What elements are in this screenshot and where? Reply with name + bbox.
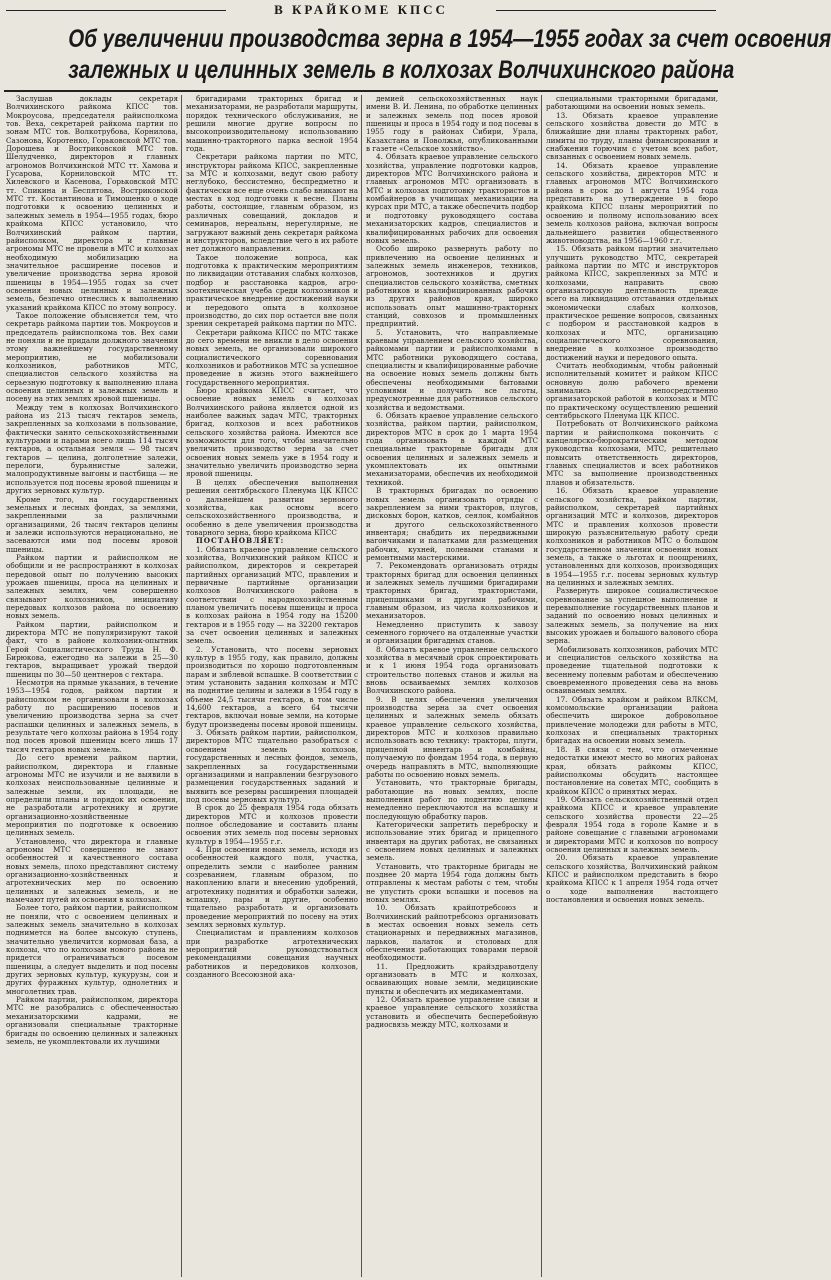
paragraph: 7. Рекомендовать организовать отряды тракторных бригад для освоения целинных и залежных земель лучшими бригадирами тракторных бригад, трактористами, прицепщиками и другими рабочими, главным образом, из числа колхозников и механизаторов. bbox=[366, 561, 538, 621]
paragraph: Установить, что тракторные бригады не позднее 20 марта 1954 года должны быть отправлены к местам работы с тем, чтобы не упустить сроки вспашки и посевов на новых землях. bbox=[366, 861, 538, 904]
paragraph: 12. Обязать краевое управление связи и краевое управление сельского хозяйства установить и обеспечить бесперебойную радиосвязь между МТС, колхозами и bbox=[366, 995, 538, 1030]
paragraph: Райком партии, райисполком, директора МТС не разобрались с обеспеченностью механизаторскими кадрами, не организовали специальные тракторные бригады по освоению целинных и залежных земель, не укомплектовали их лучшими bbox=[6, 995, 178, 1046]
text-column-3 bbox=[366, 95, 542, 1277]
paragraph: 1. Обязать краевое управление сельского хозяйства, Волчихинский райком КПСС и райисполком, директоров и секретарей партийных организаций МТС, правления и первичные партийные организации колхозов Волчихинского района в соответствии с народнохозяйственным планом увеличить посевы пшеницы и проса в колхозах района в 1954 году на 15200 гектаров и в 1955 году — на 32200 гектаров за счет освоения целинных и залежных земель. bbox=[186, 544, 358, 646]
paragraph: 4. Обязать краевое управление сельского хозяйства, управление подготовки кадров, директоров МТС Волчихинского района и главных агрономов МТС организовать в МТС и колхозах подготовку трактористов и комбайнеров в училищах механизации на курсах при МТС, а также обеспечить подбор и подготовку руководящего состава механизаторских кадров, специалистов и квалифицированных рабочих для освоения новых земель. bbox=[366, 152, 538, 245]
paragraph: 17. Обязать крайком и райком ВЛКСМ, комсомольские организации района обеспечить широкое добровольное привлечение молодежи для работы в МТС, колхозах и специальных тракторных бригадах на освоении новых земель. bbox=[546, 694, 718, 746]
paragraph: Установлено, что директора и главные агрономы МТС совершенно не знают особенностей и качественного состава новых земель, плохо представляют систему организационно-хозяйственных и агротехнических мер по освоению целинных и залежных земель, и не намечают путей их освоения в колхозах. bbox=[6, 836, 178, 904]
paragraph: Категорически запретить переброску и использование этих бригад и прицепного инвентаря на других работах, не связанных с освоением новых целинных и залежных земель. bbox=[366, 819, 538, 863]
paragraph: 20. Обязать краевое управление сельского хозяйства, Волчихинский райком КПСС и райисполком представить в бюро крайкома КПСС к 1 апреля 1954 года отчет о ходе выполнения настоящего постановления и освоения новых земель. bbox=[546, 853, 718, 904]
paragraph: бригадирами тракторных бригад и механизаторами, не разработали маршруты, порядок технического обслуживания, не решили многие другие вопросы по высокопроизводительному использованию машинно-тракторного парка весной 1954 года. bbox=[186, 94, 358, 154]
rubric-rule-right bbox=[496, 10, 716, 11]
headline-line-1: Об увеличении производства зерна в 1954—1955 годах за счет освоения bbox=[68, 25, 831, 53]
resolution-heading: ПОСТАНОВЛЯЕТ: bbox=[196, 536, 285, 546]
paragraph: 4. При освоении новых земель, исходя из особенностей каждого поля, участка, определить земли с наиболее ранним созреванием, главным образом, по накоплению влаги и внесению удобрений, агротехнику поднятия и обработки залежи, вспашку, пары и другие, особенно тщательно разработать и организовать проведение мероприятий по посеву на этих землях зерновых культур. bbox=[186, 844, 358, 930]
paragraph: Такое положение объясняется тем, что секретарь райкома партии тов. Мокроусов и председатель райисполкома тов. Вех сами не поняли и не придали должного значения этому важнейшему государственному мероприятию, не мобилизовали колхозников, работников МТС, специалистов сельского хозяйства на серьезную подготовку к выполнению плана освоения целинных и залежных земель и посеву на этих землях яровой пшеницы. bbox=[6, 310, 178, 404]
article-headline bbox=[68, 24, 831, 86]
paragraph: Считать необходимым, чтобы районный исполнительный комитет и райком КПСС основную долю рабочего времени занимались непосредственно организаторской работой в колхозах и МТС по практическому осуществлению решений сентябрьского Пленума ЦК КПСС. bbox=[546, 361, 718, 421]
paragraph: Особо широко развернуть работу по привлечению на освоение целинных и залежных земель инженеров, техников, агрономов, зоотехников и других специалистов сельского хозяйства, сметных работников и квалифицированных рабочих из других районов края, широко использовать опыт машинно-тракторных станций, совхозов и промышленных предприятий. bbox=[366, 244, 538, 329]
paragraph: Потребовать от Волчихинского райкома партии и райисполкома покончить с канцелярско-бюрократическим методом руководства колхозами, МТС, решительно повысить ответственность директоров, главных специалистов и всех работников МТС за выполнение производственных планов и обязательств. bbox=[546, 419, 718, 487]
paragraph: Развернуть широкое социалистическое соревнование за успешное выполнение и перевыполнение государственных планов и заданий по освоению новых целинных и залежных земель, за получение на них высоких урожаев и большого валового сбора зерна. bbox=[546, 586, 718, 646]
paragraph: 11. Предложить крайздравотделу организовать в МТС и колхозах, осваивающих новые земли, медицинские пункты и обеспечить их медикаментами. bbox=[366, 961, 538, 996]
article-body bbox=[6, 95, 718, 1277]
paragraph: Такое положение вопроса, как подготовка к практическим мероприятиям по ликвидации отставания слабых колхозов, подбор и расстановка кадров, агро-зоотехническая учеба среди колхозников и практическое внедрение достижений науки и передового опыта в колхозное производство, до сих пор остается вне поля зрения секретарей райкома партии по МТС. bbox=[186, 252, 358, 329]
paragraph: Несмотря на прямые указания, в течение 1953—1954 годов, райком партии и райисполком не организовали в колхозах работу по расширению посевов и увеличению производства зерна за счет распашки целинных и залежных земель, в результате чего колхозы района в 1954 году под посев яровой пшеницы всего лишь 17 тысяч гектаров новых земель. bbox=[6, 678, 178, 754]
paragraph: Немедленно приступить к завозу семенного горючего на отдаленные участки и организации бригадных станов. bbox=[366, 619, 538, 646]
paragraph: Более того, райком партии, райисполком не поняли, что с освоением целинных и залежных земель значительно в колхозах поднимется на более высокую ступень, значительно увеличится кормовая база, а колхозы, что по колхозам нового района не придется ограничиваться посевом пшеницы, а следует выделить и под посевы других зерновых культур, кукурузы, сои и других фуражных культур, однолетних и многолетних трав. bbox=[6, 903, 178, 996]
paragraph: 9. В целях обеспечения увеличения производства зерна за счет освоения целинных и залежных земель обязать краевое управление сельского хозяйства, директоров МТС и колхозов правильно использовать всю технику: тракторы, плуги, прицепной инвентарь и комбайны, получаемую по фондам 1954 года, в первую очередь направлять в МТС, выполняющие работы по освоению новых земель. bbox=[366, 694, 538, 779]
text-column-1 bbox=[6, 95, 182, 1277]
paragraph: 3. Обязать райком партии, райисполком, директоров МТС тщательно разобраться с освоением земель колхозов, государственных и лесных фондов, земель, закрепленных за государственными организациями и направлении безгрузового размещения государственных заданий и выявить все резервы расширения площадей под посевы зерновых культур. bbox=[186, 728, 358, 804]
headline-line-2: залежных и целинных земель в колхозах Волчихинского района bbox=[68, 56, 735, 84]
paragraph: Между тем в колхозах Волчихинского района из 213 тысяч гектаров земель, закрепленных за колхозами в пользование, фактически занято сельскохозяйственными культурами и парами всего лишь 114 тысяч гектаров, а остальная земля — 98 тысяч гектаров — целина, долголетние залежи, перелоги, бурьянистые залежи, малопродуктивные выгоны и пастбища — не используется под посевы яровой пшеницы и других зерновых культур. bbox=[6, 402, 178, 496]
text-column-2 bbox=[186, 95, 362, 1277]
paragraph: 14. Обязать краевое управление сельского хозяйства, директоров МТС и главных агрономов МТС Волчихинского района в срок до 1 августа 1954 года представить на утверждение в бюро крайкома КПСС планы мероприятий по освоению и полному использованию всех земель колхозов района, включая вопросы дальнейшего развития общественного животноводства, на 1956—1960 г.г. bbox=[546, 160, 718, 245]
paragraph: 15. Обязать райком партии значительно улучшить руководство МТС, секретарей райкома партии по МТС и инструкторов райкома КПСС, закрепленных за МТС и колхозами, направить свою организаторскую деятельность прежде всего на ликвидацию отставания отдельных экономически слабых колхозов, практическое решение вопросов, связанных с подбором и расстановкой кадров в колхозах и МТС, организацию социалистического соревнования, внедрение в колхозное производство достижений науки и передового опыта. bbox=[546, 244, 718, 362]
paragraph: специальными тракторными бригадами, работающими на освоении новых земель. bbox=[546, 94, 718, 112]
paragraph: В срок до 25 февраля 1954 года обязать директоров МТС и колхозов провести полное обследование и составить планы освоения этих земель под посевы зерновых культур в 1954—1955 г.г. bbox=[186, 803, 358, 846]
paragraph: Заслушав доклады секретаря Волчихинского райкома КПСС тов. Мокроусова, председателя райисполкома тов. Веха, секретарей райкома партии по зонам МТС тов. Волкотрубова, Корнилова, Сазонова, Коротенко, Горьковской МТС тов. Дорошева и Востриковской МТС тов. Шелудченко, директоров и главных агрономов Волчихинской МТС тт. Хамова и Гусарова, Корниловской МТС тт. Хилевского и Касенова, Горьковской МТС тт. Спикина и Беспятова, Востриковской МТС тт. Костантинова и Тимошенко о ходе подготовки к освоению целинных и залежных земель в 1954—1955 годах, бюро крайкома КПСС установило, что Волчихинский райком партии, райисполком, директора и главные агрономы МТС не провели в МТС и колхозах необходимую мобилизацию на значительное расширение посевов и увеличение производства зерна яровой пшеницы в 1954—1955 годах за счет освоения новых целинных и залежных земель, безпечно отнеслись к выполнению указаний крайкома КПСС по этому вопросу. bbox=[6, 94, 178, 312]
paragraph: Мобилизовать колхозников, рабочих МТС и специалистов сельского хозяйства на проведение тщательной подготовки к весеннему полевым работам и обеспечению своевременного проведения сева на вновь осваиваемых землях. bbox=[546, 644, 718, 696]
paragraph: Райком партии, райисполком и директора МТС не популяризируют такой факт, что в районе колхозник-опытник Герой Социалистического Труда Н. Ф. Бирюкова, ежегодно на залежи в 25—30 гектаров, выращивает урожай твердой пшеницы по 30—50 центнеров с гектара. bbox=[6, 619, 178, 679]
text-column-4 bbox=[546, 95, 718, 1277]
paragraph: В тракторных бригадах по освоению новых земель организовать отряды с закреплением за ними тракторов, плугов, дисковых борон, катков, сеялок, комбайнов и другого сельскохозяйственного инвентаря; снабдить их передвижными вагончиками и палатками для размещения рабочих, кухней, полевыми станами и ремонтными мастерскими. bbox=[366, 486, 538, 562]
paragraph: Установить, что тракторные бригады, работающие на новых землях, после выполнения работ по поднятию целины немедленно переключаются на вспашку и последующую обработку паров. bbox=[366, 778, 538, 821]
paragraph: 8. Обязать краевое управление сельского хозяйства в месячный срок спроектировать и к 1 июня 1954 года организовать строительство полевых станов и жилья на вновь осваиваемых землях колхозов Волчихинского района. bbox=[366, 644, 538, 696]
paragraph: Райком партии и райисполком не обобщили и не распространяют в колхозах передовой опыт по получению высоких урожаев пшеницы, проса на целинных и залежных землях, чем совершенно связывают колхозников, инициативу передовых колхозов района по освоению новых земель. bbox=[6, 552, 178, 621]
paragraph: До сего времени райком партии, райисполком, директора и главные агрономы МТС не изучили и не выявили в колхозах неиспользованные целинные и залежные земли, их площади, не определили планы и порядок их освоения, не разработали агротехнику и другие организационно-хозяйственные мероприятия по подготовке к освоению целинных земель. bbox=[6, 753, 178, 838]
paragraph: демией сельскохозяйственных наук имени В. И. Ленина, по обработке целинных и залежных земель под посев яровой пшеницы и проса в 1954 году и под посевы в 1955 году в районах Сибири, Урала, Казахстана и Поволжья, опубликованными в газете «Сельское хозяйство». bbox=[366, 94, 538, 154]
section-rubric: В КРАЙКОМЕ КПСС bbox=[274, 2, 448, 17]
paragraph: 2. Установить, что посевы зерновых культур в 1955 году, как правило, должны производиться по хорошо подготовленным парам и зяблевой вспашке. В соответствии с этим установить задания колхозам и МТС на поднятие целины и залежи в 1954 году в объеме 24,5 тысячи гектаров, в том числе 14,600 гектаров, а всего 64 тысячи гектаров, включая новые земли, на которые будут произведены посевы яровой пшеницы. bbox=[186, 644, 358, 729]
paragraph: Бюро крайкома КПСС считает, что освоение новых земель в колхозах Волчихинского района является одной из наиболее важных задач МТС, тракторных бригад, колхозов и всех работников сельского хозяйства района. Имеются все возможности для того, чтобы значительно увеличить производство зерна за счет освоения новых земель уже в 1954 году и значительно увеличить производство зерна яровой пшеницы. bbox=[186, 386, 358, 479]
paragraph: 19. Обязать сельскохозяйственный отдел крайкома КПСС и краевое управление сельского хозяйства провести 22—25 февраля 1954 года в гороле Камне и в районе совещание с главными агрономами и директорами МТС и колхозов по вопросу освоения целинных и залежных земель. bbox=[546, 794, 718, 854]
paragraph: 13. Обязать краевое управление сельского хозяйства довести до МТС в ближайшие дни планы тракторных работ, лимиты по труду, планы финансирования и снабжения горючим с учетом всех работ, связанных с освоением новых земель. bbox=[546, 110, 718, 162]
paragraph: Кроме того, на государственных земельных и лесных фондах, за землями, закрепленными за различными организациями, 26 тысяч гектаров целины и залежи используются нерационально, не засеваются ими под посевы яровой пшеницы. bbox=[6, 494, 178, 554]
paragraph: Специалистам и правлениям колхозов при разработке агротехнических мероприятий руководствоваться рекомендациями совещания научных работников и передовиков колхозов, созданного Всесоюзной ака- bbox=[186, 928, 358, 980]
paragraph: Секретари райкома партии по МТС, инструкторы райкома КПСС, закрепленные за МТС и колхозами, ведут свою работу неглубоко, бессистемно, беспредметно и фактически все еще очень слабо вникают на местах в ход подготовки к весне. Планы работы, состоящие, главным образом, из различных совещаний, докладов и семинаров, нереальны, нерегулярные, не загружают важный день секретаря райкома и инструкторов, вследствие чего в их работе нет должного направления. bbox=[186, 152, 358, 254]
paragraph: Секретари райкома КПСС по МТС также до сего времени не вникли в дело освоения новых земель, не организовали широкого социалистического соревнования колхозников и работников МТС за успешное проведение в жизнь этого важнейшего государственного мероприятия. bbox=[186, 327, 358, 387]
headline-rule bbox=[4, 90, 718, 92]
paragraph: 5. Установить, что направляемые краевым управлением сельского хозяйства, райкомами партии и райисполкомами в МТС работники руководящего состава, специалисты и квалифицированные рабочие на освоение новых земель должны быть обеспечены необходимыми бытовыми условиями и получить все льготы, предусмотренные для работников сельского хозяйства и ведомствами. bbox=[366, 327, 538, 412]
paragraph: 10. Обязать крайпотребсоюз и Волчихинский райпотребсоюз организовать в местах освоения новых земель сеть стационарных и передвижных магазинов, ларьков, палаток и столовых для обеспечения работающих товарами первой необходимости. bbox=[366, 903, 538, 963]
paragraph: 16. Обязать краевое управление сельского хозяйства, райком партии, райисполком, секретарей партийных организаций МТС и колхозов, директоров МТС и правления колхозов провести широкую разъяснительную работу среди колхозников и работников МТС о большом государственном значении освоения новых земель, а также о льготах и поощрениях, установленных для колхозов, производящих в 1954—1955 г.г. посевы зерновых культур на целинных и залежных землях. bbox=[546, 486, 718, 587]
paragraph: 6. Обязать краевое управление сельского хозяйства, райком партии, райисполком, директоров МТС в срок до 1 марта 1954 года организовать в каждой МТС специальные тракторные бригады для освоения целинных и залежных земель и укомплектовать их опытными механизаторами, обеспечив их необходимой техникой. bbox=[366, 411, 538, 487]
paragraph: 18. В связи с тем, что отмеченные недостатки имеют место во многих районах края, обязать райкомы КПСС, райисполкомы обсудить настоящее постановление на советах МТС, сообщить в крайком КПСС о принятых мерах. bbox=[546, 744, 718, 796]
paragraph: В целях обеспечения выполнения решения сентябрьского Пленума ЦК КПСС о дальнейшем развитии зернового хозяйства, как основы всего сельскохозяйственного производства, и особенно в деле увеличения производства товарного зерна, бюро крайкома КПСС bbox=[186, 477, 358, 537]
